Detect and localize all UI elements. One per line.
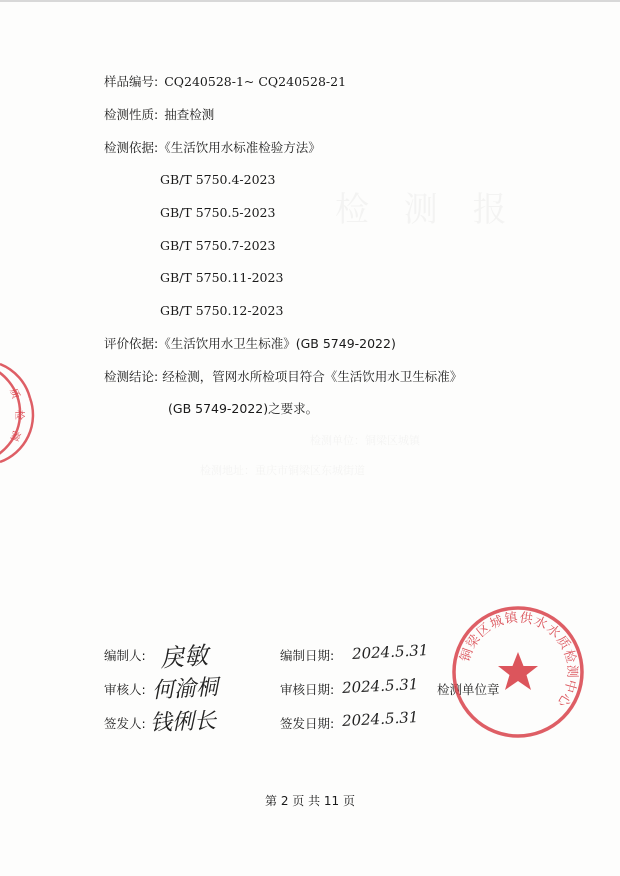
issue-date-label: 签发日期: [280, 716, 335, 731]
issue-date: 2024.5.31 [341, 708, 419, 730]
conclusion-row [104, 369, 462, 385]
sample-id-label: 样品编号: [104, 74, 159, 89]
compile-date-label: 编制日期: [280, 648, 335, 663]
issuer-label: 签发人: [104, 716, 146, 731]
nature-label: 检测性质: [104, 107, 159, 122]
reviewer-signature: 何渝桐 [151, 675, 219, 704]
evaluation-value: 《生活饮用水卫生标准》(GB 5749-2022) [158, 336, 396, 351]
svg-text:检: 检 [13, 410, 24, 420]
standard-item: GB/T 5750.12-2023 [160, 303, 284, 318]
compiler-label: 编制人: [104, 648, 146, 663]
basis-value: 《生活饮用水标准检验方法》 [158, 140, 321, 155]
issuer-signature: 钱俐长 [149, 708, 217, 737]
basis-row [104, 140, 321, 156]
reviewer-label: 审核人: [104, 682, 146, 697]
standard-item: GB/T 5750.11-2023 [160, 270, 284, 285]
conclusion-line-1: 经检测，管网水所检项目符合《生活饮用水卫生标准》 [162, 369, 463, 384]
scan-edge [0, 0, 620, 2]
official-seal-stamp [448, 602, 588, 742]
standard-item: GB/T 5750.7-2023 [160, 238, 276, 253]
evaluation-row [104, 336, 396, 352]
standard-item: GB/T 5750.4-2023 [160, 172, 276, 187]
review-date: 2024.5.31 [341, 675, 419, 697]
nature-row [104, 107, 214, 123]
sample-id-value: CQ240528-1~ CQ240528-21 [164, 74, 347, 89]
seal-star-icon [498, 652, 538, 690]
compile-date: 2024.5.31 [351, 641, 429, 663]
conclusion-label: 检测结论: [104, 369, 159, 384]
sample-id-row [104, 74, 346, 90]
nature-value: 抽查检测 [164, 107, 215, 122]
evaluation-label: 评价依据: [104, 336, 159, 351]
review-date-label: 审核日期: [280, 682, 335, 697]
compiler-signature: 戾敏 [159, 641, 210, 673]
bleed-through-title: 检 测 报 [335, 190, 519, 230]
bleed-through-line: 检测地址：重庆市铜梁区东城街道 [200, 464, 365, 477]
standard-item: GB/T 5750.5-2023 [160, 205, 276, 220]
bleed-through-line: 检测单位：铜梁区城镇 [310, 434, 420, 447]
conclusion-line-2: (GB 5749-2022)之要求。 [168, 401, 319, 416]
unit-seal-label: 检测单位章 [437, 682, 500, 697]
page-footer: 第 2 页 共 11 页 [265, 794, 355, 808]
basis-label: 检测依据: [104, 140, 159, 155]
partial-seal-stamp [0, 358, 40, 468]
svg-text:测: 测 [7, 428, 22, 443]
seal-text: 铜梁区城镇供水水质检测中心 [457, 610, 580, 711]
svg-text:质: 质 [7, 387, 21, 401]
